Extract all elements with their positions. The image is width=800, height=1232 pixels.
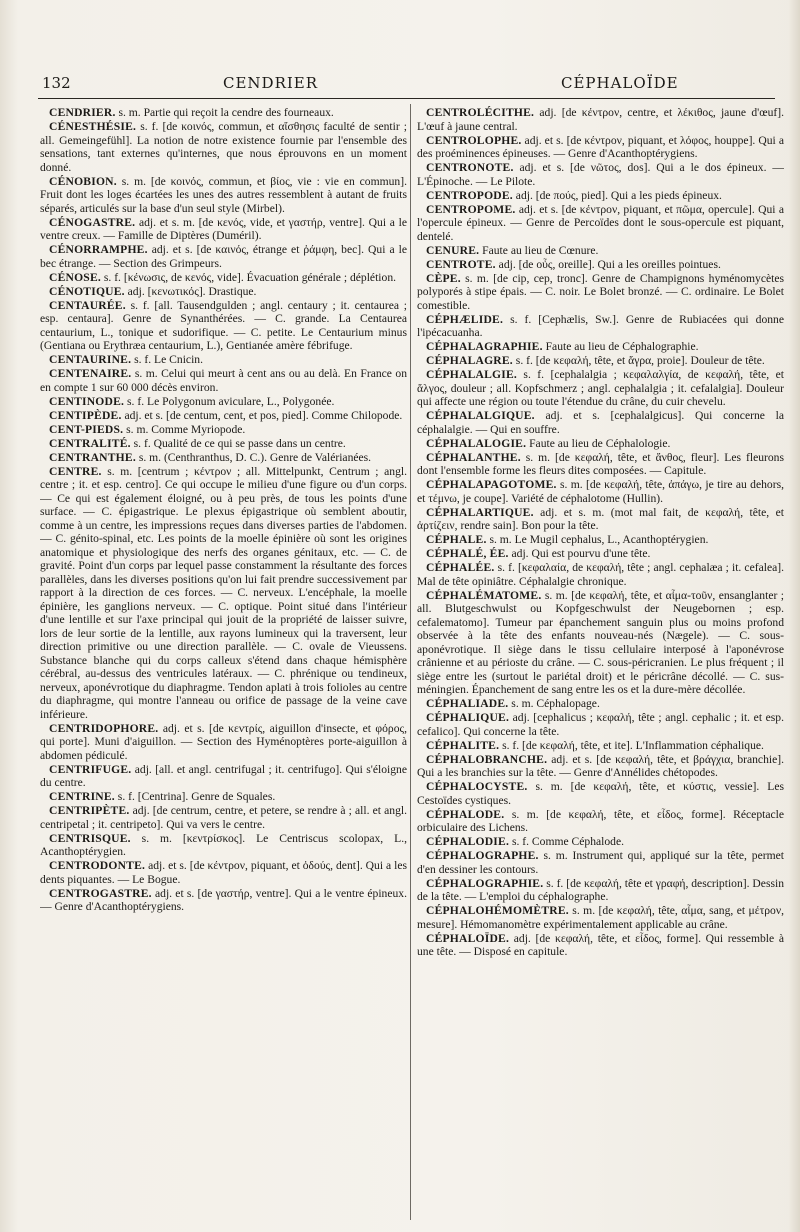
dictionary-entry: [40, 243, 407, 270]
entry-definition: s. m. Partie qui reçoit la cendre des fourneaux.: [115, 106, 334, 119]
entry-headword: CENTROTE.: [426, 257, 496, 271]
entry-headword: CÉPHALITE.: [426, 738, 500, 752]
entry-headword: CÉPHALOCYSTE.: [426, 780, 528, 793]
entry-definition: s. m. [centrum ; κέντρον ; all. Mittelpunkt, Centrum ; angl. centre ; it. et esp. centro]. Ce qui occupe le milieu d'une figure ou d'un corps. — Ce qui est également éloigné, ou à peu près, de tous les points d'une surface. — C. épigastrique. Le plexus épigastrique où semblent aboutir, comme à un centre, les impressions reçues dans diverses parties de l'abdomen. — C. génito-spinal, etc. Les points de la moelle épinière où sont les origines anatomique et physiologique des nerfs des organes génitaux, etc. — C. de gravité. Point d'un corps par lequel passe constamment la résultante des forces parallèles, dans les diverses positions qu'on lui fait prendre successivement par rapport à la direction de ces forces. — C. nerveux. L'encéphale, la moelle épinière, les ganglions nerveux. — C. optique. Point situé dans l'intérieur d'une lentille et sur l'axe principal qui jouit de la propriété de laisser suivre, lors de leur sortie de la lentille, aux rayons lumineux qui la traversent, leur direction primitive ou une direction parallèle. — C. ovale de Vieussens. Substance blanche qui du corps calleux s'étend dans chaque hémisphère cérébral, au-dessus des ventricules latéraux. — C. phrénique ou tendineux, nerveux, aponévrotique du diaphragme. Tendon aplati à trois folioles au centre du diaphragme, qui montre l'anneau ou orifice de passage de la veine cave inférieure.: [40, 464, 407, 721]
dictionary-entry: [40, 120, 407, 174]
entry-headword: CENTRONOTE.: [426, 161, 514, 174]
dictionary-entry: [417, 437, 784, 451]
entry-headword: CÈPE.: [426, 271, 461, 285]
entry-definition: s. f. [de κεφαλή, tête, et ite]. L'Inflammation céphalique.: [499, 738, 764, 752]
entry-definition: s. m. [de κοινός, commun, et βίος, vie : vie en commun]. Fruit dont les loges écartées les unes des autres ressemblent à autant de fruits séparés, articulés sur la base d'un seul style (Mirbel).: [40, 174, 407, 215]
entry-headword: CÉNORRAMPHE.: [49, 243, 148, 256]
entry-headword: CENTRIPÈTE.: [49, 804, 130, 817]
entry-definition: s. f. Le Cnicin.: [131, 353, 203, 366]
dictionary-entry: [40, 722, 407, 763]
entry-definition: adj. [de centrum, centre, et petere, se rendre à ; all. et angl. centripetal ; it. centripeto]. Qui va vers le centre.: [40, 804, 407, 831]
page-edge: [788, 0, 800, 1232]
dictionary-entry: [40, 106, 407, 120]
entry-headword: CENTROGASTRE.: [49, 886, 152, 900]
entry-headword: CÉPHALARTIQUE.: [426, 505, 534, 519]
entry-headword: CÉPHALAGRAPHIE.: [426, 340, 543, 353]
entry-headword: CENTENAIRE.: [49, 367, 132, 380]
column-divider: [410, 104, 411, 1220]
dictionary-entry: [40, 763, 407, 790]
dictionary-entry: [417, 340, 784, 354]
entry-definition: s. m. (Centhranthus, D. C.). Genre de Valérianées.: [135, 450, 372, 464]
entry-definition: s. m. [de κεφαλή, tête, et αἷμα-τοῦν, ensanglanter ; all. Blutgeschwulst ou Kopfgeschwulst der Neugebornen ; esp. cefalematomo]. Tumeur par épanchement sanguin plus ou moins profond observée à la tête des enfants nouveau-nés (Nægele). — C. sous-aponévrotique. Il siège dans le tissu cellulaire interposé à l'aponévrose crânienne et au périoste du crâne. — C. sous-péricranien. Le plus fréquent ; il siège entre les (surtout le pariétal droit) et le péricrâne décollé. — C. sus-méningien. Épanchement de sang entre les os et la dure-mère décollée.: [417, 588, 784, 696]
dictionary-entry: [40, 299, 407, 353]
entry-definition: Faute au lieu de Céphalographie.: [542, 340, 699, 353]
dictionary-entry: [40, 395, 407, 409]
dictionary-entry: [417, 739, 784, 753]
entry-headword: CÉPHALALGIQUE.: [426, 409, 535, 422]
entry-definition: s. m. [de κεφαλή, tête, αἷμα, sang, et μέτρον, mesure]. Hémomanomètre expérimentalement applicable au crâne.: [417, 904, 784, 931]
dictionary-entry: [40, 216, 407, 243]
entry-headword: CENDRIER.: [49, 106, 116, 119]
dictionary-entry: [417, 753, 784, 780]
dictionary-entry: [417, 244, 784, 258]
entry-headword: CENTROLOPHE.: [426, 133, 522, 147]
entry-definition: s. f. [κεφαλαία, de κεφαλή, tête ; angl. cephalæa ; it. cefalea]. Mal de tête opiniâtre. Céphalalgie chronique.: [417, 561, 784, 588]
entry-definition: adj. [de οὖς, oreille]. Qui a les oreilles pointues.: [495, 257, 721, 271]
entry-definition: adj. et s. [de κεντρίς, aiguillon d'insecte, et φόρος, qui porte]. Muni d'aiguillon. — Section des Hyménoptères porte-aiguillon à abdomen pédiculé.: [40, 721, 407, 762]
dictionary-entry: [417, 258, 784, 272]
entry-definition: adj. Qui est pourvu d'une tête.: [508, 547, 651, 560]
dictionary-entry: [417, 354, 784, 368]
entry-headword: CENTRALITÉ.: [49, 436, 131, 450]
entry-definition: adj. et s. [de κεφαλή, tête, et βράγχια, branchie]. Qui a les branchies sur la tête. — Genre d'Annélides chétopodes.: [417, 752, 784, 779]
dictionary-entry: [40, 437, 407, 451]
dictionary-entry: [417, 506, 784, 533]
entry-definition: adj. et s. [cephalalgicus]. Qui concerne la céphalalgie. — Qui en souffre.: [417, 409, 784, 436]
entry-definition: s. f. [de κοινός, commun, et αἴσθησις faculté de sentir ; all. Gemeingefühl]. La notion de notre existence fournie par l'ensemble des sensations, tant externes qu'internes, que nous éprouvons en un moment donné.: [40, 120, 407, 174]
entry-headword: CENTROLÉCITHE.: [426, 106, 535, 119]
dictionary-entry: [417, 904, 784, 931]
entry-definition: s. f. [Centrina]. Genre de Squales.: [114, 790, 276, 803]
dictionary-entry: [40, 451, 407, 465]
dictionary-entry: [417, 451, 784, 478]
dictionary-entry: [417, 533, 784, 547]
entry-definition: adj. [κενωτικός]. Drastique.: [124, 284, 257, 298]
entry-definition: adj. et s. [de centum, cent, et pos, pied]. Comme Chilopode.: [121, 408, 403, 422]
dictionary-entry: [417, 189, 784, 203]
entry-headword: CÉPHALOGRAPHE.: [426, 849, 539, 862]
entry-headword: CENTAURINE.: [49, 353, 132, 366]
header-rule: [38, 98, 775, 99]
dictionary-entry: [417, 134, 784, 161]
dictionary-entry: [40, 832, 407, 859]
dictionary-entry: [40, 465, 407, 722]
entry-definition: adj. et s. [de κέντρον, piquant, et ὀδούς, dent]. Qui a les dents piquantes. — Le Bogue.: [40, 859, 407, 886]
right-column: [417, 106, 784, 1222]
entry-definition: s. m. Instrument qui, appliqué sur la tête, permet d'en dessiner les contours.: [417, 849, 784, 876]
entry-headword: CENTAURÉE.: [49, 298, 126, 312]
entry-definition: s. m. [de cip, cep, tronc]. Genre de Champignons hyménomycètes polyporés à stipe épais. — C. noir. Le Bolet bronzé. — C. ordinaire. Le Bolet comestible.: [417, 271, 784, 312]
entry-headword: CENTRISQUE.: [49, 831, 131, 845]
dictionary-entry: [417, 161, 784, 188]
entry-definition: s. f. Comme Céphalode.: [509, 835, 624, 848]
entry-headword: CÉNOGASTRE.: [49, 215, 136, 229]
dictionary-entry: [40, 859, 407, 886]
entry-headword: CÉNOBION.: [49, 174, 117, 188]
dictionary-entry: [40, 409, 407, 423]
dictionary-entry: [417, 877, 784, 904]
entry-definition: s. f. [all. Tausendgulden ; angl. centaury ; it. centaurea ; esp. centaura]. Genre de Synanthérées. — C. grande. La Centaurea centaurium, L., tonique et sudorifique. — C. petite. Le Centaurium minus (Gentiana ou Erythræa centaurium, L.), Gentianée amère fébrifuge.: [40, 298, 407, 352]
entry-headword: CÉPHALÉ, ÉE.: [426, 547, 509, 560]
dictionary-entry: [417, 835, 784, 849]
entry-headword: CENTRE.: [49, 464, 102, 478]
entry-definition: s. f. Le Polygonum aviculare, L., Polygonée.: [124, 394, 335, 408]
dictionary-entry: [40, 175, 407, 216]
entry-headword: CÉPHALODE.: [426, 807, 505, 821]
entry-headword: CENTROPOME.: [426, 202, 516, 216]
dictionary-entry: [40, 790, 407, 804]
entry-headword: CÉPHALOHÉMOMÈTRE.: [426, 904, 569, 917]
entry-headword: CÉPHALODIE.: [426, 835, 510, 848]
entry-definition: s. m. Le Mugil cephalus, L., Acanthoptérygien.: [486, 533, 709, 546]
dictionary-entry: [40, 423, 407, 437]
entry-definition: s. f. [κένωσις, de κενός, vide]. Évacuation générale ; déplétion.: [100, 270, 397, 284]
entry-headword: CÉPHALAGRE.: [426, 354, 513, 367]
entry-headword: CÉPHALE.: [426, 533, 487, 546]
entry-headword: CENTIPÈDE.: [49, 408, 122, 422]
entry-definition: adj. et s. [de νῶτος, dos]. Qui a le dos épineux. — L'Épinoche. — Le Pilote.: [417, 161, 784, 188]
entry-headword: CENTROPODE.: [426, 188, 513, 202]
entry-definition: adj. et s. m. [de κενός, vide, et γαστήρ, ventre]. Qui a le ventre creux. — Famille de Diptères (Duméril).: [40, 215, 407, 242]
entry-definition: adj. [all. et angl. centrifugal ; it. centrifugo]. Qui s'éloigne du centre.: [40, 762, 407, 789]
entry-headword: CÉPHALOÏDE.: [426, 931, 510, 945]
entry-definition: adj. [cephalicus ; κεφαλή, tête ; angl. cephalic ; it. et esp. cefalico]. Qui concerne la tête.: [417, 711, 784, 738]
entry-headword: CÉPHALÉMATOME.: [426, 588, 542, 602]
dictionary-entry: [40, 353, 407, 367]
entry-headword: CÉPHÆLIDE.: [426, 312, 504, 326]
dictionary-entry: [40, 285, 407, 299]
entry-headword: CÉPHALOBRANCHE.: [426, 752, 548, 766]
dictionary-entry: [417, 478, 784, 505]
dictionary-entry: [417, 368, 784, 409]
left-column: [40, 106, 407, 1222]
left-running-head: CENDRIER: [223, 74, 319, 92]
entry-definition: adj. [de κεφαλή, tête, et εἶδος, forme]. Qui ressemble à une tête. — Disposé en capitule.: [417, 931, 784, 958]
entry-definition: s. f. Qualité de ce qui se passe dans un centre.: [130, 436, 346, 450]
entry-definition: s. f. [cephalalgia ; κεφαλαλγία, de κεφαλή, tête, et ἄλγος, douleur ; all. Kopfschmerz ; angl. cephalalgia ; it. cefalalgia]. Douleur qui affecte une région ou toute l'étendue du crâne, du cuir chevelu.: [417, 368, 784, 408]
dictionary-entry: [417, 711, 784, 738]
entry-headword: CÉPHALOGRAPHIE.: [426, 876, 544, 890]
dictionary-entry: [417, 106, 784, 133]
entry-headword: CÉNOSE.: [49, 270, 101, 284]
entry-definition: s. m. [de κεφαλή, tête, et κύστις, vessie]. Les Cestoïdes cystiques.: [417, 780, 784, 807]
entry-definition: s. m. [de κεφαλή, tête, ἀπάγω, je tire au dehors, et τέμνω, je coupe]. Variété de céphalotome (Hullin).: [417, 478, 784, 505]
dictionary-entry: [417, 697, 784, 711]
dictionary-entry: [40, 804, 407, 831]
entry-definition: adj. et s. [de γαστήρ, ventre]. Qui a le ventre épineux. — Genre d'Acanthoptérygiens.: [40, 886, 407, 913]
dictionary-entry: [417, 589, 784, 697]
dictionary-entry: [40, 271, 407, 285]
entry-definition: s. m. Celui qui meurt à cent ans ou au delà. En France on en compte 1 sur 60 000 décès environ.: [40, 367, 407, 394]
entry-definition: adj. et s. [de καινός, étrange et ῥάμφη, bec]. Qui a le bec étrange. — Section des Grimpeurs.: [40, 243, 407, 270]
entry-definition: s. m. Comme Myriopode.: [123, 422, 246, 436]
entry-definition: s. m. [de κεφαλή, tête, et ἄνθος, fleur]. Les fleurons dont l'ensemble forme les fleurs dites composées. — Capitule.: [417, 450, 784, 477]
entry-definition: Faute au lieu de Céphalologie.: [526, 436, 671, 450]
entry-headword: CENURE.: [426, 243, 480, 257]
dictionary-entry: [40, 887, 407, 914]
dictionary-entry: [417, 808, 784, 835]
dictionary-entry: [417, 313, 784, 340]
entry-definition: adj. et s. [de κέντρον, piquant, et λόφος, houppe]. Qui a des proéminences épineuses. — Genre d'Acanthoptérygiens.: [417, 133, 784, 160]
entry-headword: CÉPHALIADE.: [426, 697, 509, 710]
entry-definition: s. m. Céphalopage.: [508, 697, 600, 710]
entry-definition: adj. et s. [de κέντρον, piquant, et πῶμα, opercule]. Qui a l'opercule épineux. — Genre de Percoïdes dont le sous-opercule est piquant, dentelé.: [417, 202, 784, 243]
entry-definition: adj. [de κέντρον, centre, et λέκιθος, jaune d'œuf]. L'œuf à jaune central.: [417, 106, 784, 133]
entry-headword: CENTRINE.: [49, 790, 115, 803]
entry-headword: CÉNOTIQUE.: [49, 284, 125, 298]
entry-headword: CENTRIDOPHORE.: [49, 721, 159, 735]
entry-headword: CÉPHALALGIE.: [426, 368, 517, 381]
entry-headword: CENT-PIEDS.: [49, 422, 124, 436]
entry-definition: s. f. [Cephælis, Sw.]. Genre de Rubiacées qui donne l'ipécacuanha.: [417, 312, 784, 339]
page-number: 132: [42, 74, 71, 92]
right-running-head: CÉPHALOÏDE: [561, 74, 679, 92]
dictionary-entry: [417, 547, 784, 561]
dictionary-entry: [40, 367, 407, 394]
dictionary-entry: [417, 561, 784, 588]
dictionary-entry: [417, 849, 784, 876]
dictionary-entry: [417, 272, 784, 313]
entry-headword: CENTRIFUGE.: [49, 762, 132, 776]
entry-headword: CÉPHALIQUE.: [426, 711, 510, 724]
entry-headword: CENTRANTHE.: [49, 450, 136, 464]
entry-headword: CÉPHALALOGIE.: [426, 436, 527, 450]
entry-definition: adj. [de πούς, pied]. Qui a les pieds épineux.: [512, 188, 722, 202]
dictionary-entry: [417, 932, 784, 959]
entry-headword: CÉPHALAPAGOTOME.: [426, 478, 557, 491]
entry-headword: CENTRODONTE.: [49, 859, 146, 872]
entry-definition: s. f. [de κεφαλή, tête, et ἄγρα, proie]. Douleur de tête.: [512, 354, 765, 367]
entry-headword: CÉNESTHÉSIE.: [49, 120, 137, 133]
entry-definition: s. f. [de κεφαλή, tête et γραφή, description]. Dessin de la tête. — L'emploi du céphalographe.: [417, 876, 784, 903]
entry-headword: CÉPHALÉE.: [426, 561, 495, 574]
entry-definition: s. m. [de κεφαλή, tête, et εἶδος, forme]. Réceptacle orbiculaire des Lichens.: [417, 807, 784, 834]
entry-definition: Faute au lieu de Cœnure.: [479, 243, 599, 257]
dictionary-entry: [417, 780, 784, 807]
entry-headword: CÉPHALANTHE.: [426, 450, 521, 464]
entry-definition: s. m. [κεντρίσκος]. Le Centriscus scolopax, L., Acanthoptérygien.: [40, 831, 407, 858]
dictionary-entry: [417, 203, 784, 244]
entry-definition: adj. et s. m. (mot mal fait, de κεφαλή, tête, et ἀρτίζειν, rendre sain]. Bon pour la tête.: [417, 505, 784, 532]
entry-headword: CENTINODE.: [49, 394, 125, 408]
page-header: [0, 74, 800, 98]
dictionary-entry: [417, 409, 784, 436]
